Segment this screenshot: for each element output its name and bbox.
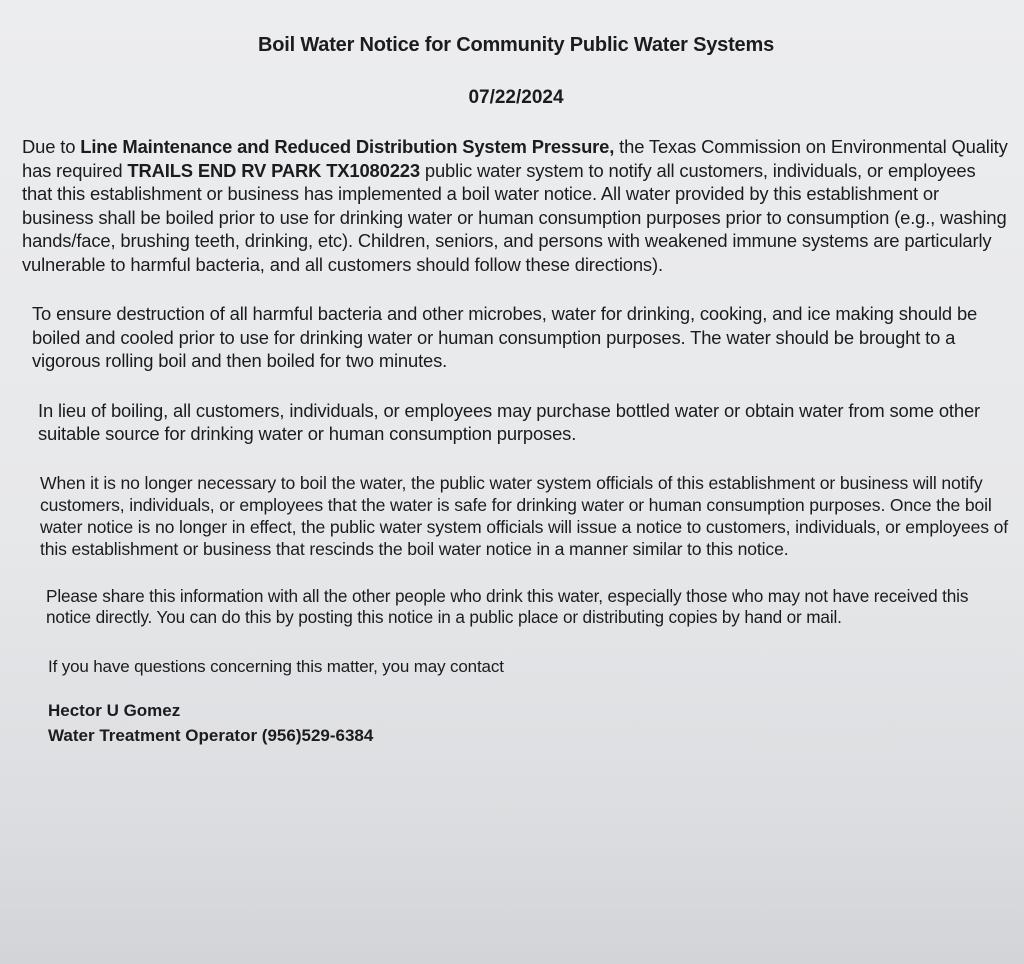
contact-block (22, 698, 1010, 748)
notice-paragraph-alternatives: In lieu of boiling, all customers, individuals, or employees may purchase bottled water or obtain water from some other suitable source for drinking water or human consumption purposes. (38, 399, 980, 444)
water-system-name: TRAILS END RV PARK TX1080223 (127, 159, 420, 181)
reason-text: Line Maintenance and Reduced Distribution System Pressure, (80, 136, 615, 157)
notice-paragraph-share: Please share this information with all the other people who drink this water, especially those who may not have received this notice directly. You can do this by posting this notice in a public place or distributing copies by hand or mail. (46, 585, 969, 627)
contact-role-phone: Water Treatment Operator (956)529-6384 (48, 726, 374, 745)
notice-paragraph-rescind: When it is no longer necessary to boil the water, the public water system officials of this establishment or business will notify customers, individuals, or employees that the water is safe for drinking water or human consumption purposes. Once the boil water notice is no longer in effect, the public water system officials will issue a notice to customers, individuals, or employees of this establishment or business that rescinds the boil water notice in a manner similar to this notice. (40, 472, 1009, 559)
notice-date: 07/22/2024 (468, 87, 564, 108)
reason-middle: the Texas Commission on Environmental Quality has required (22, 136, 1008, 181)
notice-paragraph-reason (22, 135, 1010, 276)
notice-title: Boil Water Notice for Community Public Water Systems (258, 34, 774, 56)
reason-rest: public water system to notify all customers, individuals, or employees that this establishment or business has implemented a boil water notice. All water provided by this establishment or business shall be boiled prior to use for drinking water or human consumption purposes prior to consumption (e.g., washing hands/face, brushing teeth, drinking, etc). Children, seniors, and persons with weakened immune systems are particularly vulnerable to harmful bacteria, and all customers should follow these directions). (22, 159, 1007, 275)
notice-paragraph-boil-instructions: To ensure destruction of all harmful bacteria and other microbes, water for drinking, cooking, and ice making should be boiled and cooled prior to use for drinking water or human consumption purposes. The water should be brought to a vigorous rolling boil and then boiled for two minutes. (32, 303, 978, 371)
notice-paragraph-contact: If you have questions concerning this matter, you may contact (48, 656, 504, 676)
reason-intro: Due to (22, 136, 81, 157)
contact-name: Hector U Gomez (48, 701, 181, 720)
